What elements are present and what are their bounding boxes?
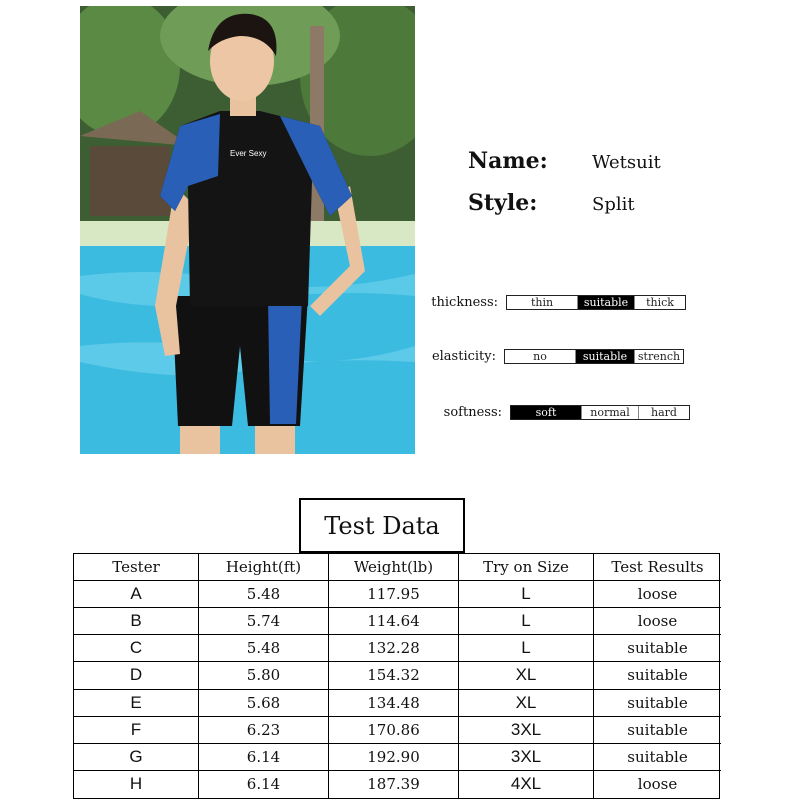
table-cell-height: 5.68	[199, 690, 329, 717]
table-cell-result: suitable	[594, 662, 721, 689]
product-style-row	[468, 190, 635, 216]
table-cell-result: suitable	[594, 717, 721, 744]
header-size: Try on Size	[459, 554, 594, 581]
thickness-option-suitable: suitable	[578, 296, 635, 309]
table-cell-weight: 134.48	[329, 690, 459, 717]
name-label: Name:	[468, 148, 548, 174]
header-weight: Weight(lb)	[329, 554, 459, 581]
test-data-title: Test Data	[299, 498, 465, 553]
softness-option-soft: soft	[511, 406, 582, 419]
table-cell-size: L	[459, 608, 594, 635]
table-cell-weight: 117.95	[329, 581, 459, 608]
thickness-label: thickness:	[431, 295, 498, 310]
table-cell-height: 5.74	[199, 608, 329, 635]
table-cell-result: suitable	[594, 690, 721, 717]
table-cell-result: loose	[594, 581, 721, 608]
table-cell-tester: B	[74, 608, 199, 635]
table-cell-tester: C	[74, 635, 199, 662]
table-cell-result: loose	[594, 608, 721, 635]
thickness-option-thin: thin	[507, 296, 578, 309]
name-value: Wetsuit	[592, 152, 661, 173]
table-cell-tester: D	[74, 662, 199, 689]
table-cell-height: 6.23	[199, 717, 329, 744]
header-height: Height(ft)	[199, 554, 329, 581]
table-cell-result: suitable	[594, 635, 721, 662]
style-value: Split	[592, 194, 635, 215]
table-cell-size: 3XL	[459, 717, 594, 744]
table-cell-size: XL	[459, 690, 594, 717]
table-cell-weight: 170.86	[329, 717, 459, 744]
elasticity-option-no: no	[505, 350, 576, 363]
softness-option-hard: hard	[651, 406, 677, 419]
table-cell-tester: H	[74, 771, 199, 798]
header-result: Test Results	[594, 554, 721, 581]
table-cell-size: L	[459, 635, 594, 662]
elasticity-option-suitable: suitable	[576, 350, 635, 363]
table-cell-tester: E	[74, 690, 199, 717]
table-cell-size: 3XL	[459, 744, 594, 771]
style-label: Style:	[468, 190, 538, 216]
table-cell-size: XL	[459, 662, 594, 689]
elasticity-option-strench: strench	[637, 350, 681, 363]
model-illustration	[80, 6, 415, 454]
table-cell-height: 5.48	[199, 635, 329, 662]
product-name-row	[468, 148, 661, 174]
test-data-table	[73, 553, 720, 799]
softness-label: softness:	[443, 405, 502, 420]
softness-option-normal: normal	[582, 406, 639, 419]
table-cell-weight: 114.64	[329, 608, 459, 635]
elasticity-label: elasticity:	[431, 349, 496, 364]
table-cell-weight: 192.90	[329, 744, 459, 771]
table-cell-size: L	[459, 581, 594, 608]
table-cell-weight: 132.28	[329, 635, 459, 662]
thickness-scale	[506, 295, 686, 310]
thickness-option-thick: thick	[646, 296, 674, 309]
elasticity-rating	[424, 349, 684, 364]
table-cell-height: 6.14	[199, 771, 329, 798]
softness-rating	[430, 405, 690, 420]
table-cell-height: 6.14	[199, 744, 329, 771]
table-cell-height: 5.48	[199, 581, 329, 608]
table-cell-weight: 187.39	[329, 771, 459, 798]
table-cell-result: suitable	[594, 744, 721, 771]
header-tester: Tester	[74, 554, 199, 581]
table-cell-tester: A	[74, 581, 199, 608]
table-cell-tester: F	[74, 717, 199, 744]
elasticity-scale	[504, 349, 684, 364]
table-cell-height: 5.80	[199, 662, 329, 689]
product-photo	[80, 6, 415, 454]
table-cell-result: loose	[637, 775, 678, 794]
table-cell-weight: 154.32	[329, 662, 459, 689]
table-cell-tester: G	[74, 744, 199, 771]
softness-scale	[510, 405, 690, 420]
table-cell-size: 4XL	[459, 771, 594, 798]
chest-logo-text: Ever Sexy	[230, 149, 267, 158]
thickness-rating	[426, 295, 686, 310]
